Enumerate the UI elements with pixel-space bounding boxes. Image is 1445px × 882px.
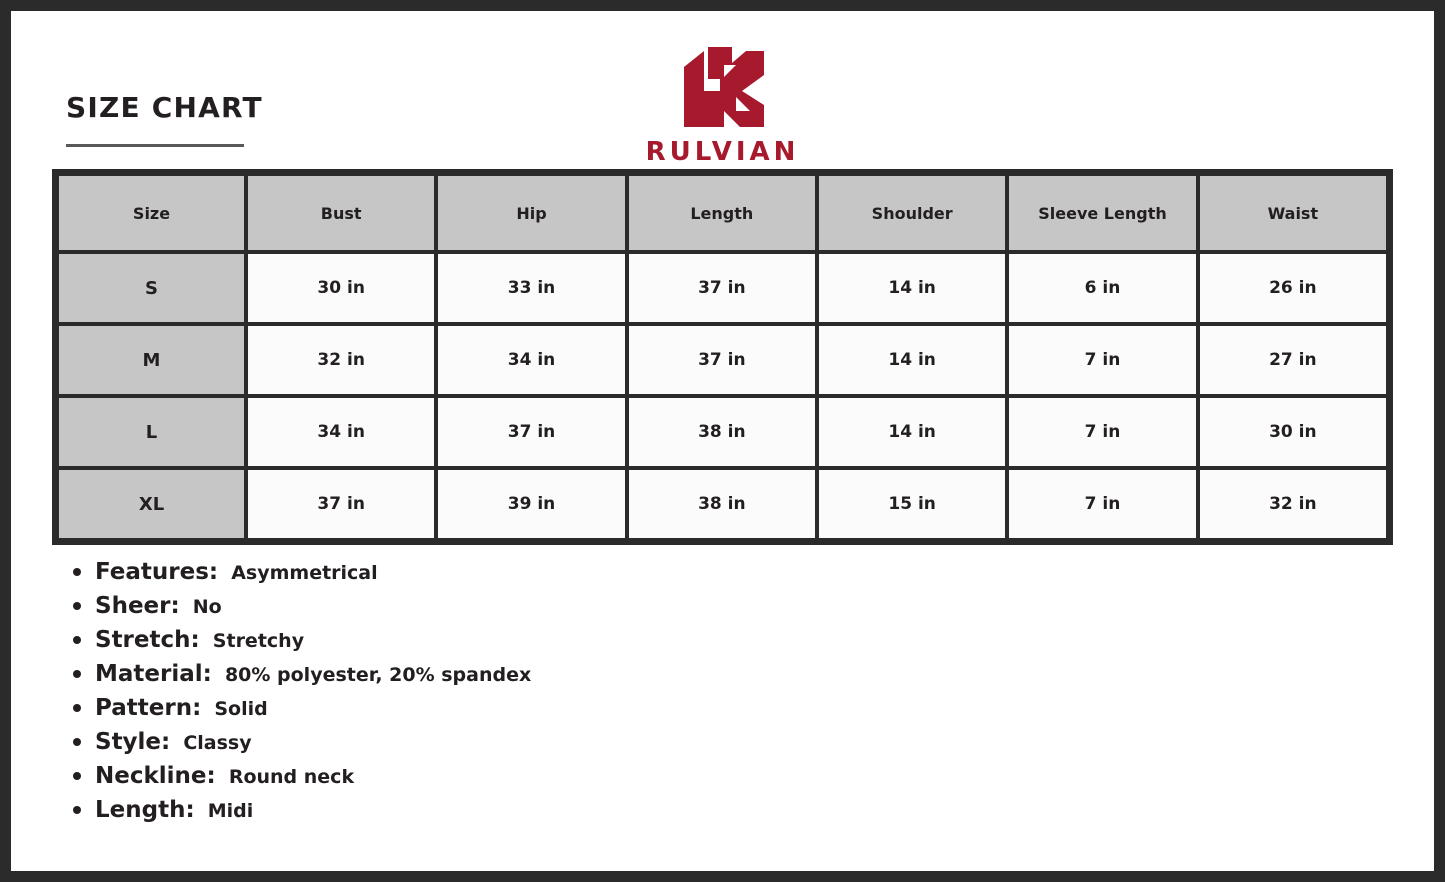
page-title: SIZE CHART [66, 91, 263, 124]
row-size-label: XL [59, 470, 244, 538]
spec-label: Stretch: [95, 627, 200, 653]
cell-waist: 27 in [1200, 326, 1386, 394]
list-item [73, 595, 1406, 618]
cell-hip: 37 in [438, 398, 624, 466]
column-header-hip: Hip [438, 176, 624, 250]
spec-label: Style: [95, 729, 171, 755]
cell-hip: 33 in [438, 254, 624, 322]
list-item [73, 799, 1406, 822]
table-row [59, 254, 1386, 322]
row-size-label: M [59, 326, 244, 394]
column-header-length: Length [629, 176, 815, 250]
bullet-icon [73, 704, 81, 712]
cell-sleeve-length: 7 in [1009, 470, 1195, 538]
spec-value: Round neck [228, 766, 355, 788]
table-header [59, 176, 1386, 250]
spec-label: Sheer: [95, 593, 180, 619]
cell-bust: 30 in [248, 254, 434, 322]
page-content [11, 11, 1434, 871]
product-specs-list [73, 561, 1406, 822]
spec-value: Stretchy [212, 630, 305, 652]
cell-hip: 39 in [438, 470, 624, 538]
table-body [59, 254, 1386, 538]
spec-value: Midi [207, 800, 254, 822]
row-size-label: S [59, 254, 244, 322]
bullet-icon [73, 568, 81, 576]
rulvian-r-logo-icon [39, 45, 1406, 133]
cell-bust: 34 in [248, 398, 434, 466]
cell-shoulder: 14 in [819, 254, 1005, 322]
size-chart-table-wrapper [52, 169, 1393, 545]
cell-sleeve-length: 6 in [1009, 254, 1195, 322]
bullet-icon [73, 772, 81, 780]
bullet-icon [73, 636, 81, 644]
cell-hip: 34 in [438, 326, 624, 394]
cell-waist: 26 in [1200, 254, 1386, 322]
cell-length: 38 in [629, 470, 815, 538]
bullet-icon [73, 738, 81, 746]
cell-shoulder: 14 in [819, 326, 1005, 394]
list-item [73, 629, 1406, 652]
column-header-shoulder: Shoulder [819, 176, 1005, 250]
list-item [73, 561, 1406, 584]
list-item [73, 697, 1406, 720]
spec-value: Asymmetrical [231, 562, 378, 584]
cell-bust: 32 in [248, 326, 434, 394]
cell-length: 37 in [629, 326, 815, 394]
spec-value: 80% polyester, 20% spandex [224, 664, 532, 686]
list-item [73, 663, 1406, 686]
table-row [59, 398, 1386, 466]
table-row [59, 470, 1386, 538]
cell-length: 38 in [629, 398, 815, 466]
spec-value: Classy [183, 732, 252, 754]
spec-value: Solid [214, 698, 268, 720]
spec-label: Features: [95, 559, 219, 585]
cell-bust: 37 in [248, 470, 434, 538]
spec-value: No [192, 596, 222, 618]
column-header-sleeve-length: Sleeve Length [1009, 176, 1195, 250]
spec-label: Length: [95, 797, 195, 823]
list-item [73, 731, 1406, 754]
cell-sleeve-length: 7 in [1009, 398, 1195, 466]
bullet-icon [73, 670, 81, 678]
row-size-label: L [59, 398, 244, 466]
spec-label: Material: [95, 661, 212, 687]
cell-sleeve-length: 7 in [1009, 326, 1195, 394]
table-row [59, 326, 1386, 394]
cell-shoulder: 15 in [819, 470, 1005, 538]
page-header [39, 29, 1406, 167]
cell-waist: 32 in [1200, 470, 1386, 538]
spec-label: Pattern: [95, 695, 202, 721]
list-item [73, 765, 1406, 788]
cell-shoulder: 14 in [819, 398, 1005, 466]
size-chart-table [55, 172, 1390, 542]
spec-label: Neckline: [95, 763, 216, 789]
column-header-bust: Bust [248, 176, 434, 250]
cell-length: 37 in [629, 254, 815, 322]
column-header-size: Size [59, 176, 244, 250]
table-header-row [59, 176, 1386, 250]
bullet-icon [73, 602, 81, 610]
column-header-waist: Waist [1200, 176, 1386, 250]
cell-waist: 30 in [1200, 398, 1386, 466]
brand-name: RULVIAN [645, 137, 800, 167]
brand-block [39, 45, 1406, 167]
bullet-icon [73, 806, 81, 814]
